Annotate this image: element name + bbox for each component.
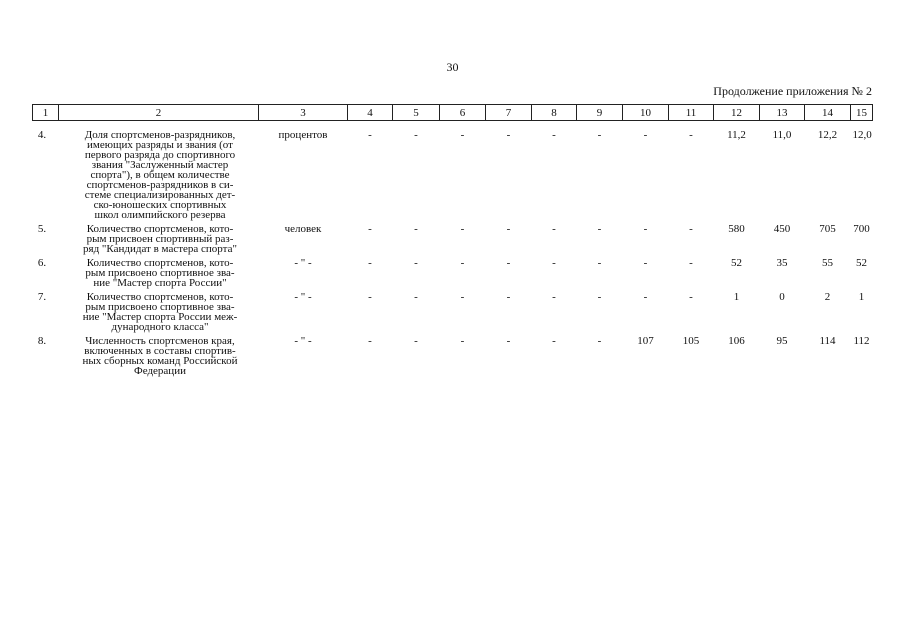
value-cell: - [643,129,648,141]
value-cell: - [368,257,372,269]
row-number: 4. [37,129,47,141]
indicator-name [59,336,259,380]
value-cell: - [506,291,511,303]
value-cell: - [414,257,418,269]
indicator-name-line: ско-юношеских спортивных [93,199,227,211]
value-cell: - [689,257,693,269]
value-cell: - [552,257,556,269]
value-cell: - [689,129,693,141]
value-cell: - [506,129,511,141]
indicator-name-line: Доля спортсменов-разрядников, [84,129,236,141]
value-cell: - [597,257,602,269]
indicator-name-line: рым присвоен спортивный раз- [86,233,234,245]
value-cell: - [689,291,693,303]
indicator-name-line: Численность спортсменов края, [85,335,235,347]
value-cell: 700 [853,223,870,235]
unit-cell: человек [284,223,322,235]
indicator-name [59,121,259,225]
value-cell: 0 [779,291,785,303]
row-number: 8. [37,335,47,347]
indicator-name [59,224,259,258]
value-cell: 105 [682,335,700,347]
indicator-name-line: звания "Заслуженный мастер [91,159,229,171]
table-row [33,336,873,380]
value-cell: 2 [824,291,831,303]
table-row [33,121,873,225]
unit-cell: - " - [294,257,312,269]
value-cell: - [460,257,465,269]
value-cell: 705 [819,223,836,235]
indicator-name-line: Количество спортсменов, кото- [86,223,234,235]
table-row [33,224,873,258]
indicator-name-line: ряд "Кандидат в мастера спорта" [83,243,237,255]
unit-cell: процентов [278,129,328,141]
value-cell: - [414,223,418,235]
column-header-8: 8 [532,105,577,121]
value-cell: 106 [728,335,745,347]
value-cell: 1 [858,291,865,303]
unit-cell: - " - [294,335,312,347]
continuation-caption: Продолжение приложения № 2 [713,84,872,98]
value-cell: - [414,335,418,347]
value-cell: - [506,257,511,269]
value-cell: - [414,129,418,141]
value-cell: 12,0 [852,129,872,141]
column-header-4: 4 [348,105,393,121]
value-cell: 11,2 [727,129,746,141]
value-cell: 12,2 [817,129,838,141]
indicator-name-line: школ олимпийского резерва [94,209,226,221]
value-cell: - [552,223,556,235]
value-cell: - [368,223,372,235]
value-cell: 450 [773,223,791,235]
column-header-9: 9 [577,105,623,121]
value-cell: - [368,291,372,303]
table-row [33,258,873,292]
indicator-name-line: дународного класса" [111,321,209,333]
column-header-11: 11 [669,105,714,121]
column-header-10: 10 [623,105,669,121]
value-cell: 580 [728,223,745,235]
value-cell: 114 [819,335,836,347]
indicator-name-line: рым присвоено спортивное зва- [85,301,235,313]
value-cell: - [552,291,556,303]
value-cell: 52 [731,257,742,269]
value-cell: - [414,291,418,303]
value-cell: 55 [822,257,833,269]
value-cell: - [506,223,511,235]
unit-cell: - " - [294,291,312,303]
value-cell: - [460,291,465,303]
value-cell: - [643,223,648,235]
value-cell: - [643,291,648,303]
value-cell: - [368,335,372,347]
column-header-12: 12 [714,105,760,121]
indicator-name-line: имеющих разряды и звания (от [87,139,233,151]
value-cell: - [368,129,372,141]
column-header-6: 6 [440,105,486,121]
row-number: 7. [37,291,47,303]
column-header-5: 5 [393,105,440,121]
indicator-name-line: включенных в составы спортив- [84,345,236,357]
column-number-row [33,105,873,121]
indicator-name [59,292,259,336]
value-cell: 11,0 [772,129,792,141]
indicator-name-line: ние "Мастер спорта России меж- [82,311,238,323]
value-cell: 107 [637,335,654,347]
value-cell: 35 [776,257,788,269]
column-header-2: 2 [59,105,259,121]
indicator-name-line: ние "Мастер спорта России" [93,277,227,289]
column-header-3: 3 [259,105,348,121]
value-cell: - [460,129,465,141]
value-cell: 1 [733,291,740,303]
indicator-name-line: рым присвоено спортивное зва- [85,267,235,279]
indicator-name-line: спортсменов-разрядников в си- [86,179,234,191]
indicator-name-line: Количество спортсменов, кото- [86,257,234,269]
indicator-name-line: ных сборных команд Российской [82,355,238,367]
indicator-name-line: первого разряда до спортивного [84,149,236,161]
row-number: 5. [37,223,47,235]
value-cell: - [506,335,511,347]
indicators-table [32,104,873,380]
value-cell: - [597,223,602,235]
value-cell: 52 [856,257,867,269]
value-cell: - [597,129,602,141]
value-cell: - [597,291,602,303]
indicator-name-line: Количество спортсменов, кото- [86,291,234,303]
value-cell: - [552,129,556,141]
column-header-15: 15 [851,105,873,121]
value-cell: - [552,335,556,347]
value-cell: - [597,335,602,347]
column-header-14: 14 [805,105,851,121]
indicator-name-line: Федерации [134,365,186,377]
value-cell: 112 [853,335,870,347]
column-header-7: 7 [486,105,532,121]
value-cell: - [643,257,648,269]
indicator-name-line: спорта"), в общем количестве [90,169,230,181]
table-row [33,292,873,336]
column-header-1: 1 [33,105,59,121]
value-cell: - [460,335,465,347]
indicator-name-line: стеме специализированных дет- [84,189,236,201]
page-number: 30 [446,60,459,74]
value-cell: 95 [776,335,788,347]
value-cell: - [460,223,465,235]
row-number: 6. [37,257,47,269]
value-cell: - [689,223,693,235]
indicator-name [59,258,259,292]
column-header-13: 13 [760,105,805,121]
